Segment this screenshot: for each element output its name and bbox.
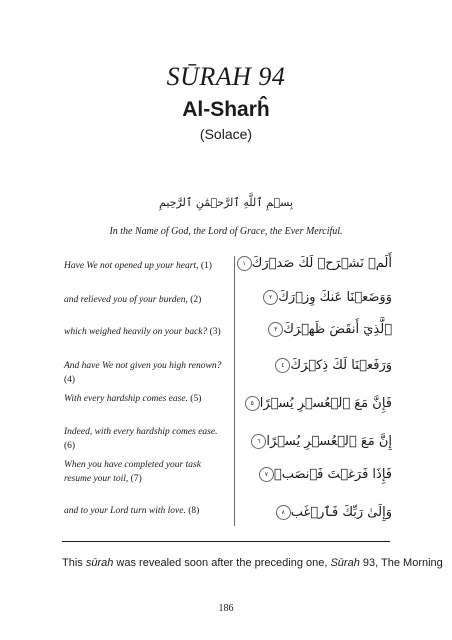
- surah-name: Al-Sharĥ: [182, 98, 270, 121]
- verse-arabic: [244, 289, 392, 307]
- verse-arabic: [244, 255, 392, 273]
- verse-arabic-text: فَإِنَّ مَعَ ٱلۡعُسۡرِ يُسۡرًا: [259, 396, 392, 411]
- verse-text: When you have completed your task resume your toil,: [64, 460, 201, 484]
- ayah-end-icon: ٦: [251, 434, 266, 449]
- commentary-emphasis: Sūrah: [330, 557, 360, 569]
- verse-text: Have We not opened up your heart,: [64, 261, 199, 271]
- commentary-text: was revealed soon after the preceding one,: [113, 557, 331, 569]
- verse-arabic: [244, 395, 392, 413]
- ayah-end-icon: ٢: [263, 290, 278, 305]
- commentary-emphasis: sūrah: [85, 557, 114, 569]
- ayah-end-icon: ١: [237, 256, 252, 271]
- verse-arabic: [244, 504, 392, 522]
- basmala-arabic-calligraphy: بِسۡمِ ٱللَّهِ ٱلرَّحۡمَٰنِ ٱلرَّحِيمِ: [159, 196, 293, 209]
- verse-translation: [64, 504, 224, 518]
- surah-heading: SŪRAH 94: [166, 62, 286, 91]
- verse-number: (8): [188, 506, 200, 516]
- verse-translation: [64, 293, 224, 307]
- verse-arabic-text: وَوَضَعۡنَا عَنكَ وِزۡرَكَ: [278, 290, 392, 305]
- commentary-paragraph: [62, 557, 443, 569]
- verse-translation: [64, 425, 224, 453]
- verse-arabic-text: ٱلَّذِيٓ أَنقَضَ ظَهۡرَكَ: [283, 322, 392, 337]
- page-number: 186: [218, 603, 234, 614]
- verse-translation: [64, 458, 224, 486]
- ayah-end-icon: ٤: [275, 358, 290, 373]
- ayah-end-icon: ٥: [245, 396, 260, 411]
- surah-subtitle: (Solace): [199, 126, 253, 142]
- verse-number: (1): [200, 261, 212, 271]
- verse-arabic-text: إِنَّ مَعَ ٱلۡعُسۡرِ يُسۡرًا: [266, 434, 392, 449]
- ayah-end-icon: ٨: [276, 505, 291, 520]
- verse-arabic: [244, 433, 392, 451]
- verse-number: (4): [64, 375, 76, 385]
- verse-number: (3): [209, 327, 221, 337]
- ayah-end-icon: ٣: [268, 322, 283, 337]
- verse-text: and to your Lord turn with love.: [64, 506, 186, 516]
- verse-number: (2): [190, 295, 202, 305]
- verse-arabic: [244, 466, 392, 484]
- verse-text: With every hardship comes ease.: [64, 394, 188, 404]
- verse-translation: [64, 325, 224, 339]
- verse-translation: [64, 259, 224, 273]
- basmala-translation: In the Name of God, the Lord of Grace, the Ever Merciful.: [109, 226, 343, 237]
- verse-translation: [64, 392, 224, 406]
- verse-arabic-text: وَرَفَعۡنَا لَكَ ذِكۡرَكَ: [290, 358, 392, 373]
- verse-arabic-text: أَلَمۡ نَشۡرَحۡ لَكَ صَدۡرَكَ: [251, 256, 392, 271]
- commentary-text: 93, The Morning: [359, 557, 443, 569]
- verse-text: and relieved you of your burden,: [64, 295, 188, 305]
- horizontal-rule: [62, 541, 390, 542]
- commentary-text: This: [62, 557, 86, 569]
- verse-arabic-text: فَإِذَا فَرَغۡتَ فَٱنصَبۡ: [273, 467, 392, 482]
- verse-number: (7): [130, 474, 142, 484]
- verse-number: (5): [190, 394, 202, 404]
- verse-number: (6): [64, 441, 76, 451]
- verse-text: Indeed, with every hardship comes ease.: [64, 427, 218, 437]
- verse-arabic: [244, 357, 392, 375]
- verse-arabic-text: وَإِلَىٰ رَبِّكَ فَٱرۡغَب: [290, 505, 392, 520]
- verse-text: And have We not given you high renown?: [64, 361, 222, 371]
- column-divider: [234, 256, 235, 526]
- ayah-end-icon: ٧: [259, 467, 274, 482]
- verse-translation: [64, 359, 224, 387]
- verse-text: which weighed heavily on your back?: [64, 327, 208, 337]
- verse-arabic: [244, 321, 392, 339]
